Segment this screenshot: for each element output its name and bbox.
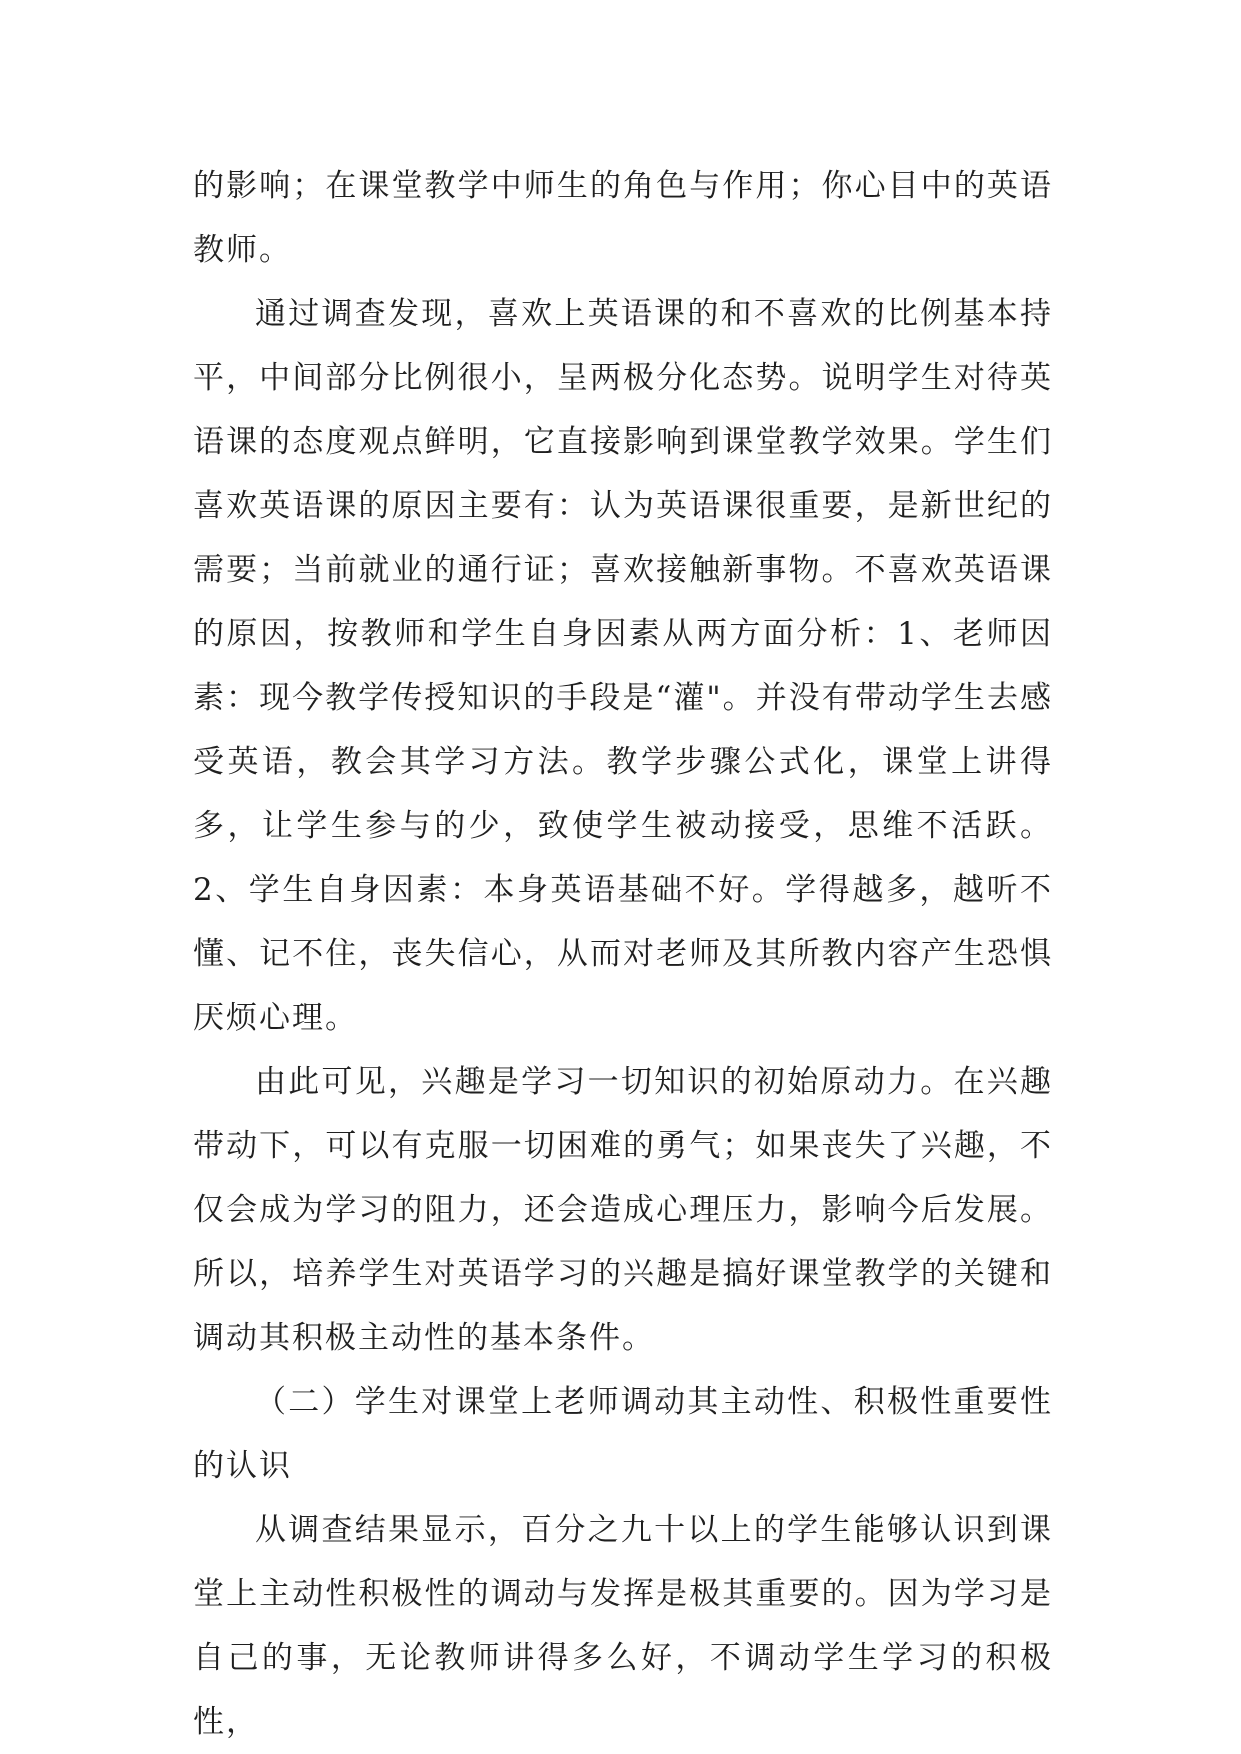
paragraph-survey-result: 从调查结果显示，百分之九十以上的学生能够认识到课堂上主动性积极性的调动与发挥是极其重要的。因为学习是自己的事，无论教师讲得多么好，不调动学生学习的积极性， [193, 1512, 1053, 1740]
paragraph-interest-conclusion: 由此可见，兴趣是学习一切知识的初始原动力。在兴趣带动下，可以有克服一切困难的勇气；如果丧失了兴趣，不仅会成为学习的阻力，还会造成心理压力，影响今后发展。所以，培养学生对英语学习的兴趣是搞好课堂教学的关键和调动其积极主动性的基本条件。 [193, 1064, 1053, 1356]
section-heading-2: （二）学生对课堂上老师调动其主动性、积极性重要性的认识 [193, 1384, 1053, 1484]
document-page [193, 154, 1053, 1754]
paragraph-continuation: 的影响；在课堂教学中师生的角色与作用；你心目中的英语教师。 [193, 168, 1053, 268]
paragraph-survey-findings: 通过调查发现，喜欢上英语课的和不喜欢的比例基本持平，中间部分比例很小，呈两极分化态势。说明学生对待英语课的态度观点鲜明，它直接影响到课堂教学效果。学生们喜欢英语课的原因主要有：认为英语课很重要，是新世纪的需要；当前就业的通行证；喜欢接触新事物。不喜欢英语课的原因，按教师和学生自身因素从两方面分析：1、老师因素：现今教学传授知识的手段是“灌"。并没有带动学生去感受英语，教会其学习方法。教学步骤公式化，课堂上讲得多，让学生参与的少，致使学生被动接受，思维不活跃。2、学生自身因素：本身英语基础不好。学得越多，越听不懂、记不住，丧失信心，从而对老师及其所教内容产生恐惧厌烦心理。 [193, 296, 1053, 1036]
